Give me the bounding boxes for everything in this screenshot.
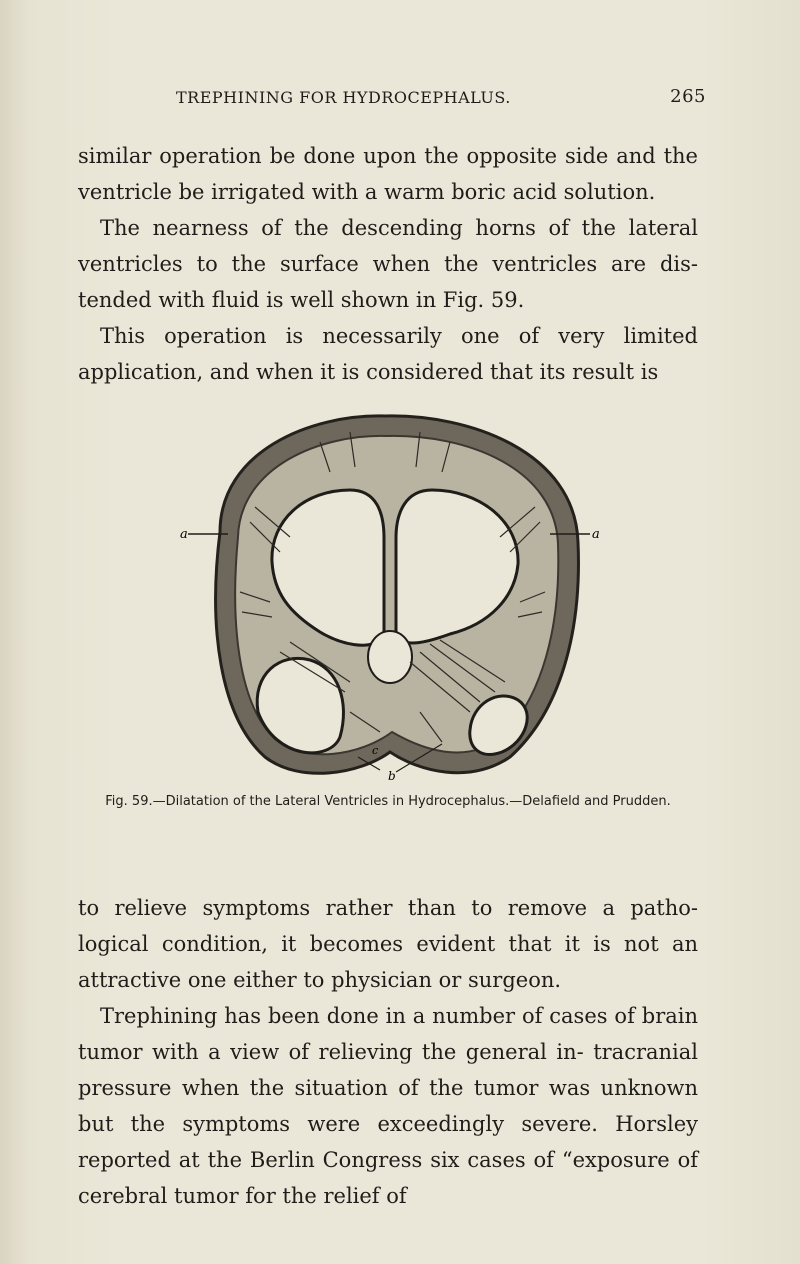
text-block-bottom (78, 890, 698, 1214)
paragraph: The nearness of the descending horns of the lateral ventricles to the surface when the ventricles are dis- tended with fluid is well shown in Fig. 59. (78, 216, 698, 312)
paragraph: to relieve symptoms rather than to remove a patho- logical condition, it becomes evident that it is not an attractive one either to physician or surgeon. (78, 896, 698, 992)
running-title: TREPHINING FOR HYDROCEPHALUS. (176, 88, 511, 107)
figure-label-a-right: a (592, 527, 600, 542)
figure-59 (180, 412, 600, 782)
figure-label-b: b (388, 769, 396, 782)
paragraph: Trephining has been done in a number of cases of brain tumor with a view of relieving the general in- tracranial pressure when the situation of the tumor was unknown but the symptoms were exceedingly severe. Horsley reported at the Berlin Congress six cases of “exposure of cerebral tumor for the relief of (78, 1004, 698, 1208)
paragraph: This operation is necessarily one of very limited application, and when it is considered that its result is (78, 324, 698, 384)
figure-label-c: c (372, 744, 379, 757)
brain-section-illustration (180, 412, 600, 782)
page-number: 265 (670, 86, 706, 107)
paragraph: similar operation be done upon the opposite side and the ventricle be irrigated with a warm boric acid solution. (78, 144, 698, 204)
figure-caption: Fig. 59.—Dilatation of the Lateral Ventricles in Hydrocephalus.—Delafield and Prudden. (105, 794, 671, 809)
text-block-top (78, 138, 698, 390)
third-ventricle (368, 631, 412, 683)
figure-label-a-left: a (180, 527, 188, 542)
